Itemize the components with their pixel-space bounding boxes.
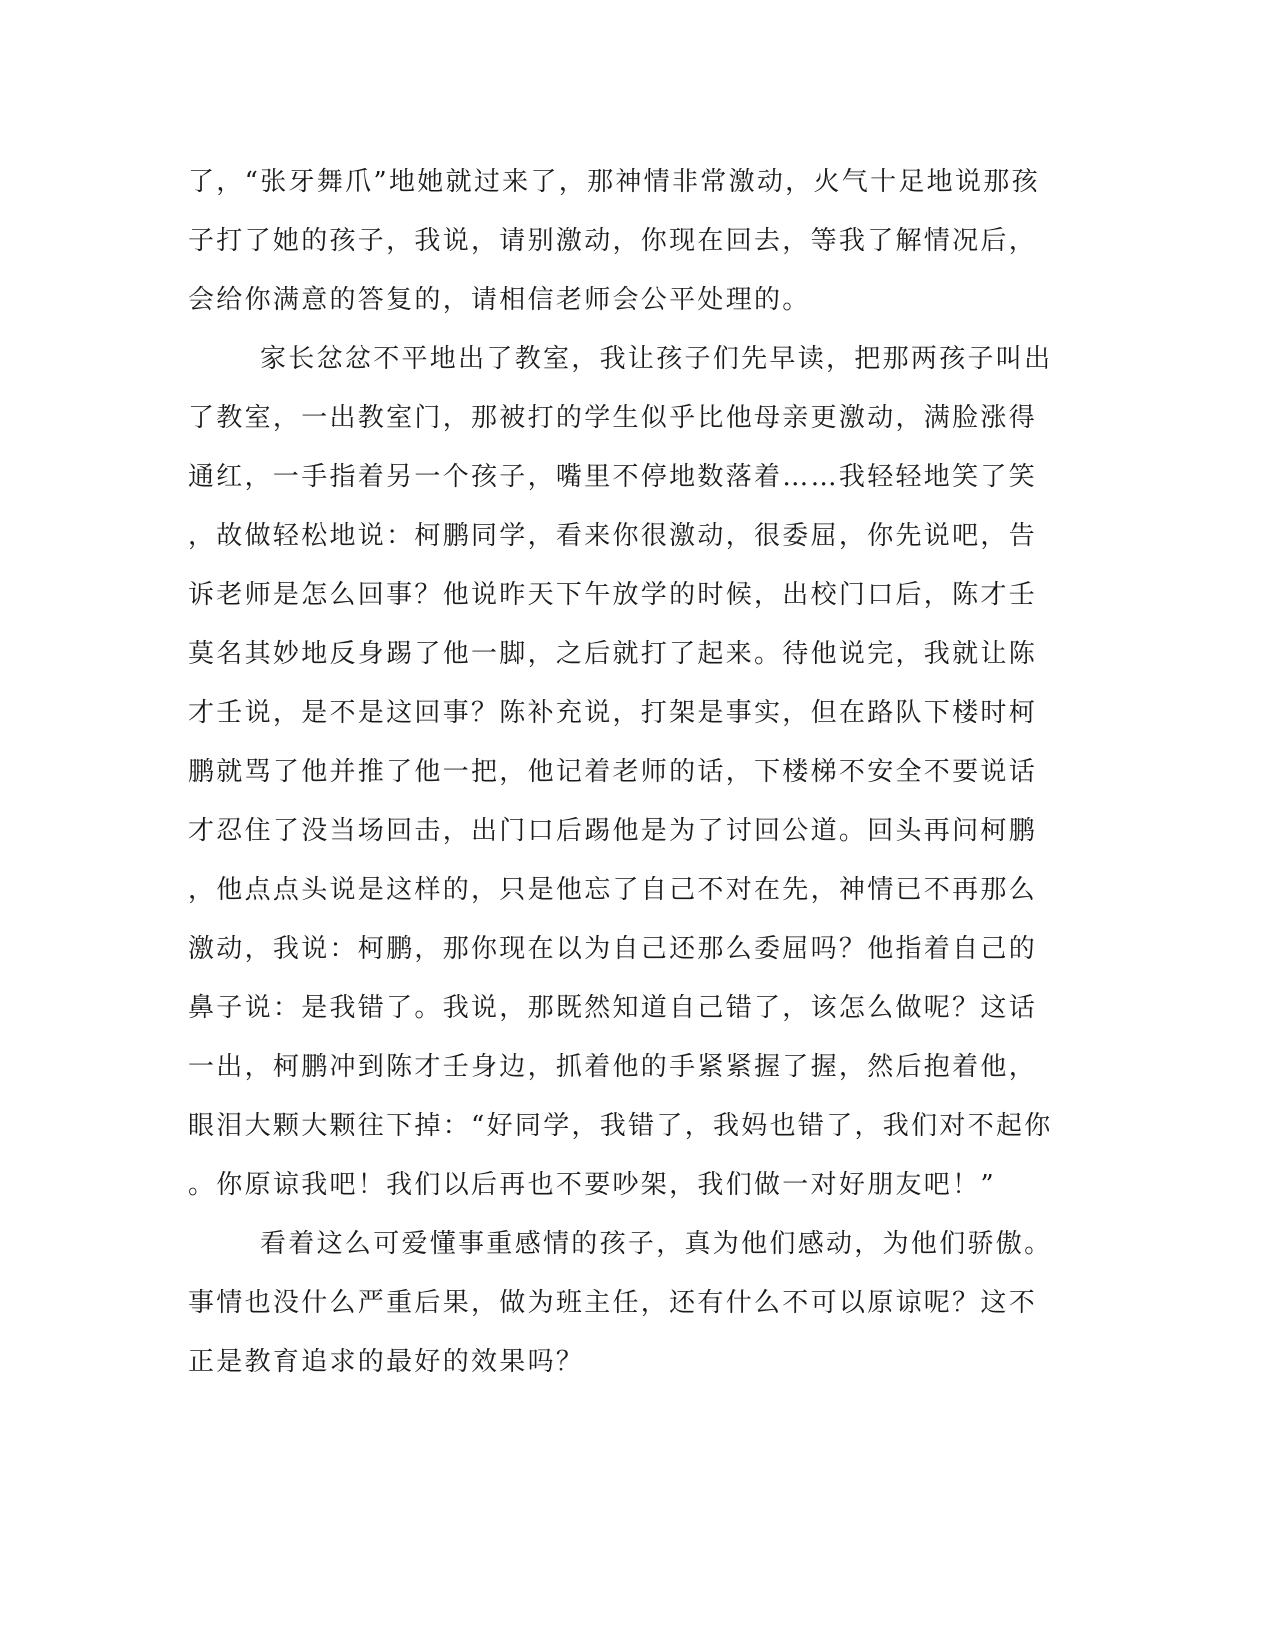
text-line-7: ，故做轻松地说：柯鹏同学，看来你很激动，很委屈，你先说吧，告 <box>188 521 1038 551</box>
text-line-11: 鹏就骂了他并推了他一把，他记着老师的话，下楼梯不安全不要说话 <box>188 757 1038 787</box>
text-line-20: 事情也没什么严重后果，做为班主任，还有什么不可以原谅呢？这不 <box>188 1288 1038 1318</box>
text-line-12: 才忍住了没当场回击，出门口后踢他是为了讨回公道。回头再问柯鹏 <box>188 816 1038 846</box>
text-line-13: ，他点点头说是这样的，只是他忘了自己不对在先，神情已不再那么 <box>188 875 1038 905</box>
text-line-1: 了，“张牙舞爪”地她就过来了，那神情非常激动，火气十足地说那孩 <box>188 167 1040 197</box>
text-line-21: 正是教育追求的最好的效果吗？ <box>188 1347 585 1377</box>
body-text <box>188 162 1068 1401</box>
text-line-19: 看着这么可爱懂事重感情的孩子，真为他们感动，为他们骄傲。 <box>260 1229 1053 1259</box>
text-line-9: 莫名其妙地反身踢了他一脚，之后就打了起来。待他说完，我就让陈 <box>188 639 1038 669</box>
text-line-8: 诉老师是怎么回事？他说昨天下午放学的时候，出校门口后，陈才壬 <box>188 580 1038 610</box>
text-line-2: 子打了她的孩子，我说，请别激动，你现在回去，等我了解情况后， <box>188 226 1038 256</box>
text-line-6: 通红，一手指着另一个孩子，嘴里不停地数落着……我轻轻地笑了笑 <box>188 462 1038 492</box>
text-line-5: 了教室，一出教室门，那被打的学生似乎比他母亲更激动，满脸涨得 <box>188 403 1038 433</box>
text-line-4: 家长忿忿不平地出了教室，我让孩子们先早读，把那两孩子叫出 <box>260 344 1053 374</box>
text-line-14: 激动，我说：柯鹏，那你现在以为自己还那么委屈吗？他指着自己的 <box>188 934 1038 964</box>
text-line-17: 眼泪大颗大颗往下掉：“好同学，我错了，我妈也错了，我们对不起你 <box>188 1111 1053 1141</box>
text-line-3: 会给你满意的答复的，请相信老师会公平处理的。 <box>188 285 811 315</box>
text-line-15: 鼻子说：是我错了。我说，那既然知道自己错了，该怎么做呢？这话 <box>188 993 1038 1023</box>
text-line-10: 才壬说，是不是这回事？陈补充说，打架是事实，但在路队下楼时柯 <box>188 698 1038 728</box>
text-line-16: 一出，柯鹏冲到陈才壬身边，抓着他的手紧紧握了握，然后抱着他， <box>188 1052 1038 1082</box>
text-line-18: 。你原谅我吧！我们以后再也不要吵架，我们做一对好朋友吧！” <box>188 1170 996 1200</box>
